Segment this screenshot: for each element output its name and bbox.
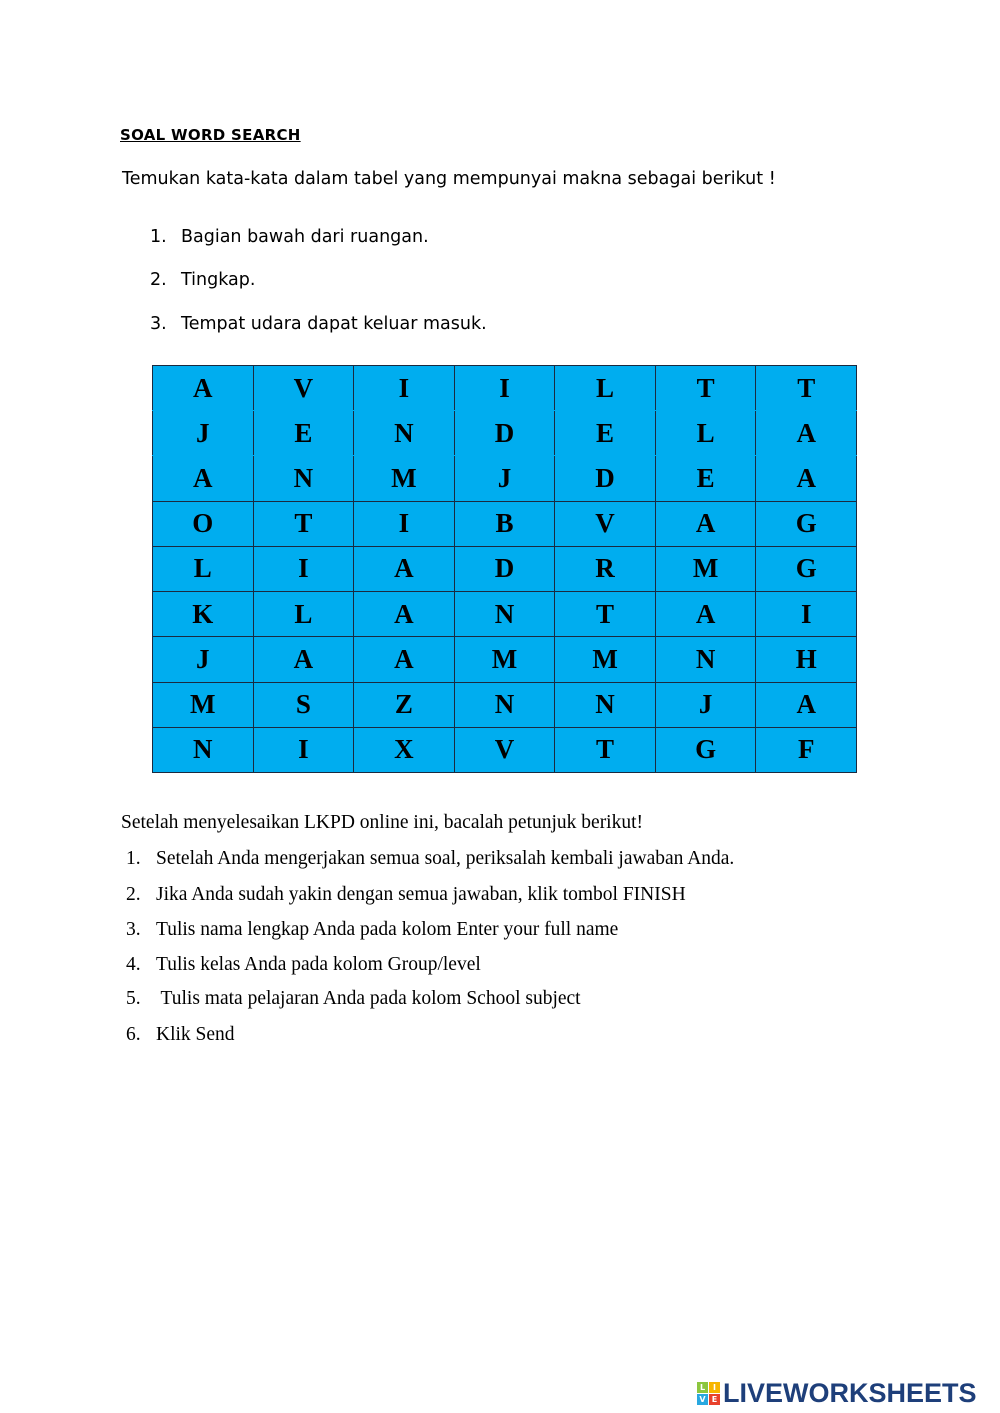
grid-cell[interactable]: T [253, 501, 354, 546]
grid-cell[interactable]: J [153, 637, 254, 682]
grid-cell[interactable]: H [756, 637, 857, 682]
grid-cell[interactable]: V [454, 727, 555, 772]
grid-cell[interactable]: I [253, 727, 354, 772]
logo-badge-icon [697, 1382, 720, 1405]
grid-cell[interactable]: L [253, 592, 354, 637]
grid-cell[interactable]: G [756, 501, 857, 546]
grid-cell[interactable]: X [354, 727, 455, 772]
grid-cell[interactable]: A [756, 411, 857, 456]
instruction-text: Jika Anda sudah yakin dengan semua jawaban, klik tombol FINISH [156, 884, 686, 905]
word-search-grid [152, 365, 857, 773]
grid-cell[interactable]: M [354, 456, 455, 501]
instruction-text: Tulis kelas Anda pada kolom Group/level [156, 954, 481, 975]
grid-cell[interactable]: E [253, 411, 354, 456]
instruction-item [126, 848, 734, 870]
worksheet-title: SOAL WORD SEARCH [120, 126, 301, 144]
grid-cell[interactable]: T [555, 592, 656, 637]
question-item [150, 270, 255, 290]
logo-badge-letter: I [709, 1382, 720, 1393]
instruction-text: Tulis nama lengkap Anda pada kolom Enter your full name [156, 919, 619, 940]
grid-row [153, 637, 857, 682]
grid-cell[interactable]: F [756, 727, 857, 772]
grid-cell[interactable]: B [454, 501, 555, 546]
grid-cell[interactable]: A [756, 456, 857, 501]
logo-badge-letter: V [697, 1394, 708, 1405]
grid-cell[interactable]: T [756, 366, 857, 411]
instruction-item [126, 954, 481, 976]
intro-text: Temukan kata-kata dalam tabel yang mempunyai makna sebagai berikut ! [122, 169, 776, 189]
grid-cell[interactable]: A [655, 501, 756, 546]
grid-cell[interactable]: S [253, 682, 354, 727]
grid-cell[interactable]: G [756, 546, 857, 591]
grid-cell[interactable]: Z [354, 682, 455, 727]
instruction-number: 3. [126, 919, 141, 940]
grid-row [153, 501, 857, 546]
grid-cell[interactable]: V [253, 366, 354, 411]
grid-cell[interactable]: I [454, 366, 555, 411]
question-text: Bagian bawah dari ruangan. [181, 227, 429, 247]
instruction-text: Setelah Anda mengerjakan semua soal, periksalah kembali jawaban Anda. [156, 848, 735, 869]
liveworksheets-logo [697, 1378, 977, 1409]
grid-cell[interactable]: I [354, 501, 455, 546]
grid-cell[interactable]: M [454, 637, 555, 682]
grid-cell[interactable]: J [454, 456, 555, 501]
grid-cell[interactable]: N [555, 682, 656, 727]
grid-cell[interactable]: N [454, 682, 555, 727]
instruction-text: Klik Send [156, 1024, 235, 1045]
grid-cell[interactable]: E [555, 411, 656, 456]
grid-cell[interactable]: M [555, 637, 656, 682]
grid-cell[interactable]: A [655, 592, 756, 637]
question-text: Tingkap. [181, 270, 256, 290]
instruction-number: 6. [126, 1024, 141, 1045]
instruction-number: 4. [126, 954, 141, 975]
grid-cell[interactable]: L [655, 411, 756, 456]
grid-cell[interactable]: T [555, 727, 656, 772]
grid-cell[interactable]: A [253, 637, 354, 682]
grid-row [153, 727, 857, 772]
logo-badge-letter: L [697, 1382, 708, 1393]
grid-cell[interactable]: J [153, 411, 254, 456]
grid-cell[interactable]: A [153, 456, 254, 501]
grid-cell[interactable]: N [454, 592, 555, 637]
grid-row [153, 682, 857, 727]
grid-cell[interactable]: V [555, 501, 656, 546]
grid-cell[interactable]: A [153, 366, 254, 411]
grid-row [153, 411, 857, 456]
grid-cell[interactable]: N [354, 411, 455, 456]
grid-cell[interactable]: I [756, 592, 857, 637]
grid-cell[interactable]: M [655, 546, 756, 591]
logo-badge-letter: E [709, 1394, 720, 1405]
grid-cell[interactable]: N [153, 727, 254, 772]
question-number: 3. [150, 314, 167, 334]
question-text: Tempat udara dapat keluar masuk. [181, 314, 487, 334]
grid-cell[interactable]: L [555, 366, 656, 411]
grid-cell[interactable]: M [153, 682, 254, 727]
grid-cell[interactable]: R [555, 546, 656, 591]
grid-cell[interactable]: A [354, 637, 455, 682]
grid-cell[interactable]: A [354, 592, 455, 637]
question-item [150, 314, 487, 334]
grid-cell[interactable]: O [153, 501, 254, 546]
grid-cell[interactable]: E [655, 456, 756, 501]
grid-cell[interactable]: N [253, 456, 354, 501]
question-item [150, 227, 429, 247]
grid-cell[interactable]: A [756, 682, 857, 727]
grid-cell[interactable]: L [153, 546, 254, 591]
instruction-number: 2. [126, 884, 141, 905]
grid-row [153, 456, 857, 501]
grid-cell[interactable]: I [354, 366, 455, 411]
instruction-number: 5. [126, 988, 141, 1009]
grid-cell[interactable]: N [655, 637, 756, 682]
instructions-heading: Setelah menyelesaikan LKPD online ini, bacalah petunjuk berikut! [121, 812, 644, 833]
grid-cell[interactable]: D [555, 456, 656, 501]
grid-cell[interactable]: I [253, 546, 354, 591]
instruction-number: 1. [126, 848, 141, 869]
grid-cell[interactable]: K [153, 592, 254, 637]
grid-row [153, 546, 857, 591]
question-number: 2. [150, 270, 167, 290]
question-number: 1. [150, 227, 167, 247]
grid-cell[interactable]: J [655, 682, 756, 727]
grid-row [153, 366, 857, 411]
grid-cell[interactable]: D [454, 546, 555, 591]
instruction-item [126, 1024, 235, 1046]
instruction-item [126, 988, 581, 1010]
grid-cell[interactable]: G [655, 727, 756, 772]
instruction-item [126, 919, 618, 941]
grid-cell[interactable]: D [454, 411, 555, 456]
instruction-item [126, 884, 686, 906]
logo-text: LIVEWORKSHEETS [723, 1378, 977, 1408]
grid-cell[interactable]: A [354, 546, 455, 591]
grid-cell[interactable]: T [655, 366, 756, 411]
instruction-text: Tulis mata pelajaran Anda pada kolom School subject [156, 988, 581, 1009]
grid-row [153, 592, 857, 637]
